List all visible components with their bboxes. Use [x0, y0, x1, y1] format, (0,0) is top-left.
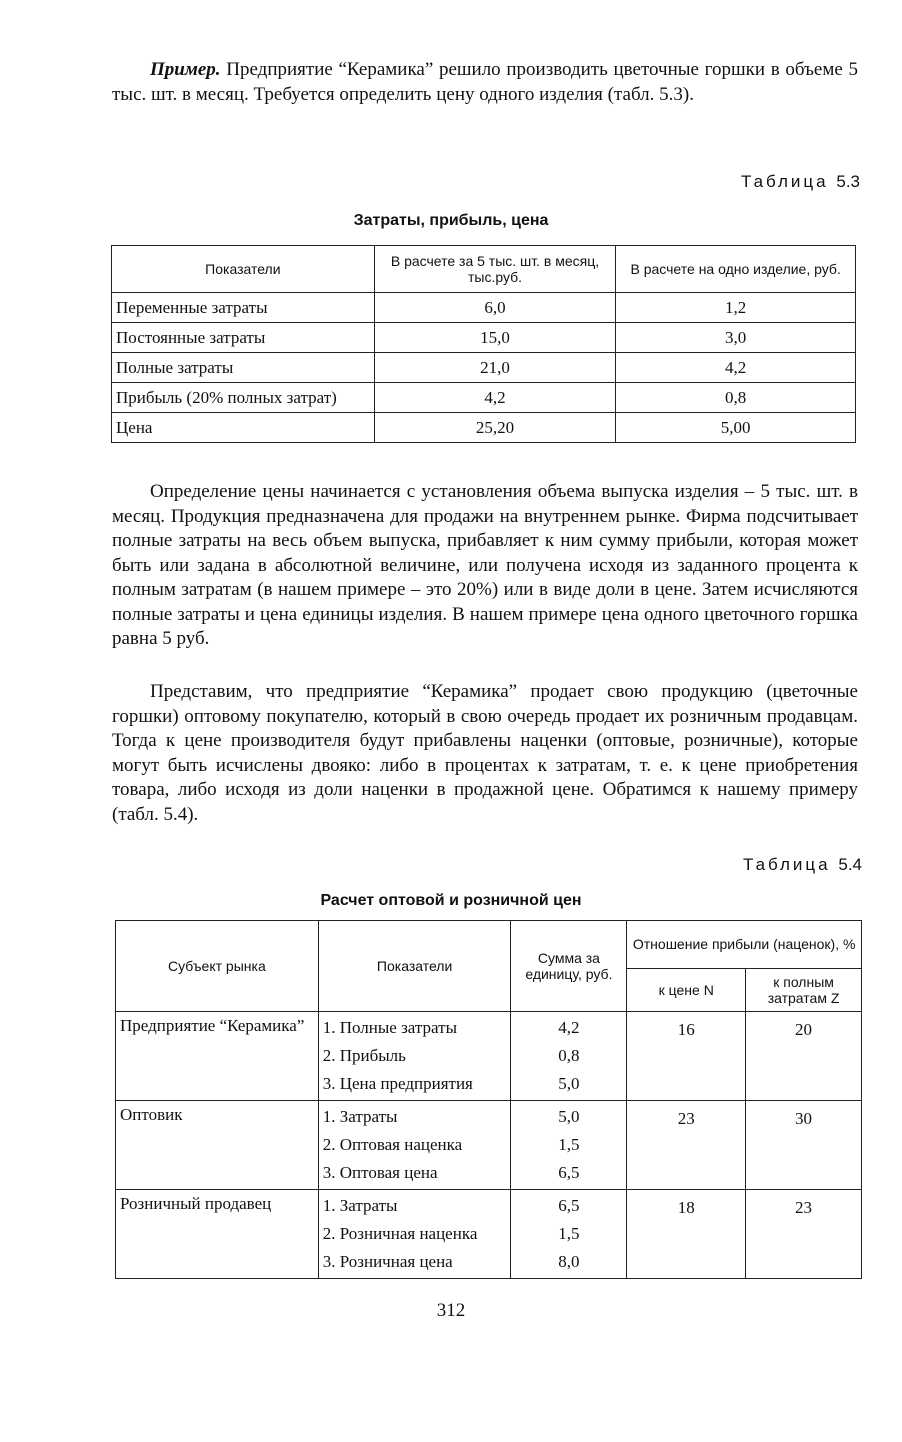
ratio-n-value: 18 [627, 1190, 746, 1279]
ratio-z-value: 20 [746, 1012, 862, 1101]
table-header-row [116, 921, 862, 969]
subject-cell: Розничный продавец [116, 1190, 319, 1279]
page-number: 312 [436, 1300, 466, 1321]
indicators-cell [318, 1101, 511, 1190]
row-label: Переменные затраты [112, 293, 375, 323]
table-row [112, 413, 856, 443]
table-row [112, 383, 856, 413]
list-item: 1. Затраты [322, 1107, 398, 1126]
sum-value: 5,0 [558, 1074, 580, 1093]
table-5-4 [115, 920, 862, 1279]
list-item: 2. Розничная наценка [322, 1224, 478, 1243]
ratio-z-value: 30 [746, 1101, 862, 1190]
header-subject: Субъект рынка [116, 921, 319, 1012]
list-item: 2. Оптовая наценка [322, 1135, 463, 1154]
ratio-n-value: 16 [627, 1012, 746, 1101]
row-label: Полные затраты [112, 353, 375, 383]
sum-value: 4,2 [558, 1018, 580, 1037]
header-cell: В расчете за 5 тыс. шт. в месяц, тыс.руб. [374, 246, 616, 293]
header-ratio-n: к цене N [627, 968, 746, 1011]
ratio-n-value: 23 [627, 1101, 746, 1190]
sum-value: 8,0 [558, 1252, 580, 1271]
header-cell: В расчете на одно изделие, руб. [616, 246, 856, 293]
sum-value: 6,5 [558, 1196, 580, 1215]
total-value: 6,0 [374, 293, 616, 323]
body-paragraph-2: Представим, что предприятие “Керамика” продает свою продукцию (цветочные горшки) оптовому покупателю, который в свою очередь продает их розничным продавцам. Тогда к цене производителя будут прибавлены наценки (оптовые, розничные), которые могут быть исчислены двояко: либо в процентах к затратам, т. е. к цене приобретения товара, либо исходя из доли наценки в продажной цене. Обратимся к нашему примеру (табл. 5.4). [112, 681, 858, 825]
list-item: 3. Цена предприятия [322, 1074, 473, 1093]
table-row [116, 1012, 862, 1101]
body-paragraph-1: Определение цены начинается с установления объема выпуска изделия – 5 тыс. шт. в месяц. Продукция предназначена для продажи на внутреннем рынке. Фирма подсчитывает полные затраты на весь объем выпуска, прибавляет к ним сумму прибыли, которая может быть или задана в абсолютной величине, или получена исходя из заданного процента к полным затратам (в нашем примере – это 20%) или в виде доли в цене. Затем исчисляются полные затраты и цена единицы изделия. В нашем примере цена одного цветочного горшка равна 5 руб. [112, 481, 858, 649]
sum-value: 6,5 [558, 1163, 580, 1182]
sums-cell [511, 1101, 627, 1190]
table-5-3-label: Таблица 5.3 [740, 172, 860, 191]
unit-value: 3,0 [616, 323, 856, 353]
table-row [116, 1190, 862, 1279]
unit-value: 0,8 [616, 383, 856, 413]
subject-cell: Оптовик [116, 1101, 319, 1190]
table-row [112, 323, 856, 353]
header-indicators: Показатели [318, 921, 511, 1012]
list-item: 1. Полные затраты [322, 1018, 457, 1037]
table-5-4-title: Расчет оптовой и розничной цен [320, 892, 582, 909]
indicators-cell [318, 1190, 511, 1279]
intro-text: Предприятие “Керамика” решило производить цветочные горшки в объеме 5 тыс. шт. в месяц. Требуется определить цену одного изделия (табл. 5.3). [112, 59, 858, 105]
table-header-row [112, 246, 856, 293]
header-sum: Сумма за единицу, руб. [511, 921, 627, 1012]
list-item: 2. Прибыль [322, 1046, 406, 1065]
total-value: 21,0 [374, 353, 616, 383]
table-5-3 [111, 245, 856, 443]
sum-value: 0,8 [558, 1046, 580, 1065]
table-5-3-title: Затраты, прибыль, цена [353, 212, 549, 229]
header-ratio: Отношение прибыли (наценок), % [627, 921, 862, 969]
total-value: 4,2 [374, 383, 616, 413]
sums-cell [511, 1190, 627, 1279]
list-item: 3. Оптовая цена [322, 1163, 438, 1182]
header-ratio-z: к полным затратам Z [746, 968, 862, 1011]
sums-cell [511, 1012, 627, 1101]
table-row [112, 293, 856, 323]
total-value: 15,0 [374, 323, 616, 353]
header-cell: Показатели [112, 246, 375, 293]
table-row [116, 1101, 862, 1190]
intro-paragraph [112, 58, 858, 107]
table-5-4-label: Таблица 5.4 [742, 855, 862, 874]
sum-value: 5,0 [558, 1107, 580, 1126]
row-label: Прибыль (20% полных затрат) [112, 383, 375, 413]
indicators-cell [318, 1012, 511, 1101]
unit-value: 5,00 [616, 413, 856, 443]
table-row [112, 353, 856, 383]
subject-cell: Предприятие “Керамика” [116, 1012, 319, 1101]
ratio-z-value: 23 [746, 1190, 862, 1279]
example-lead: Пример. [150, 59, 221, 80]
row-label: Постоянные затраты [112, 323, 375, 353]
row-label: Цена [112, 413, 375, 443]
sum-value: 1,5 [558, 1224, 580, 1243]
sum-value: 1,5 [558, 1135, 580, 1154]
total-value: 25,20 [374, 413, 616, 443]
unit-value: 4,2 [616, 353, 856, 383]
unit-value: 1,2 [616, 293, 856, 323]
list-item: 1. Затраты [322, 1196, 398, 1215]
list-item: 3. Розничная цена [322, 1252, 453, 1271]
